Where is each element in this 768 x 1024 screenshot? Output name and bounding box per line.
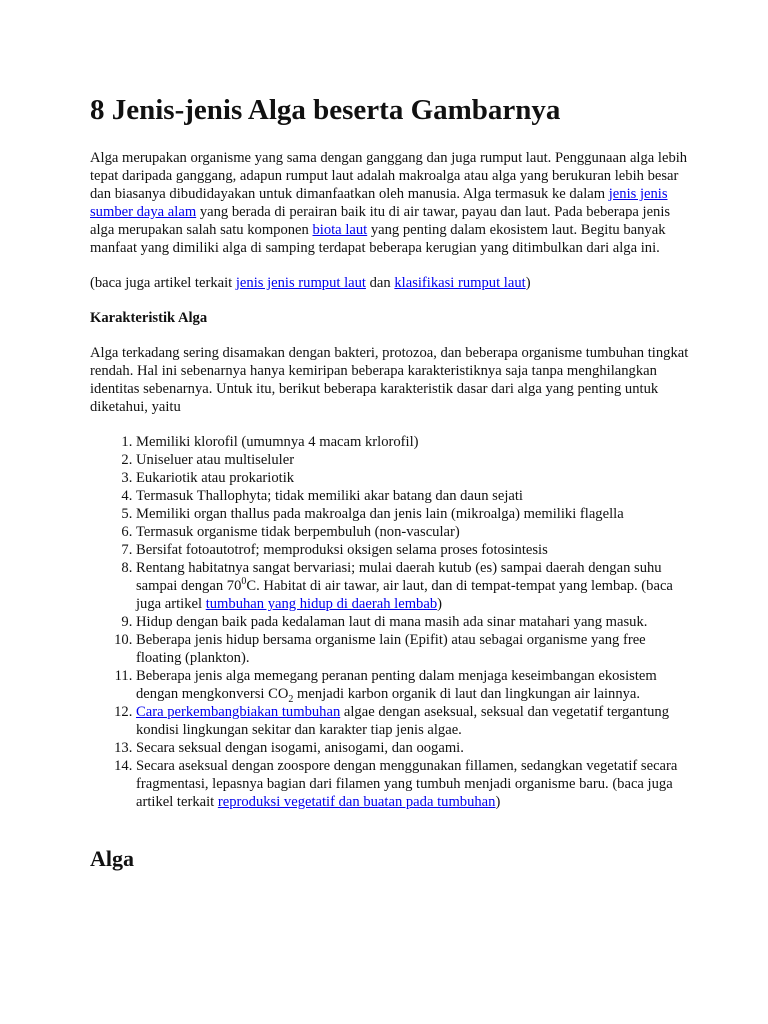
link-reproduksi-vegetatif[interactable]: reproduksi vegetatif dan buatan pada tumbuhan xyxy=(217,794,496,810)
list-item: 6. Termasuk organisme tidak berpembuluh (non-vascular) xyxy=(136,523,690,541)
see-also-text-1: (baca juga artikel terkait xyxy=(90,275,236,291)
list-item: 7. Bersifat fotoautotrof; memproduksi oksigen selama proses fotosintesis xyxy=(136,541,690,559)
list-item xyxy=(136,703,690,739)
list-item: 10. Beberapa jenis hidup bersama organisme lain (Epifit) atau sebagai organisme yang free floating (plankton). xyxy=(136,631,690,667)
list-item: 2. Uniseluer atau multiseluler xyxy=(136,451,690,469)
item-12-text: algae dengan aseksual, seksual dan vegetatif tergantung kondisi lingkungan sekitar dan karakter tiap jenis algae. xyxy=(136,704,670,738)
list-item xyxy=(136,559,690,613)
item-11-text-1: Beberapa jenis alga memegang peranan penting dalam menjaga keseimbangan ekosistem dengan mengkonversi CO xyxy=(136,668,657,702)
item-8-text-3: ) xyxy=(437,596,442,612)
link-sumber-daya-alam[interactable]: jenis jenis sumber daya alam xyxy=(90,186,668,220)
item-14-text-1: Secara aseksual dengan zoospore dengan menggunakan fillamen, sedangkan vegetatif secara fragmentasi, lepasnya bagian dari filamen yang tumbuh menjadi organisme baru. (baca juga artikel terkait xyxy=(136,758,678,810)
item-8-text-1: Rentang habitatnya sangat bervariasi; mulai daerah kutub (es) sampai daerah dengan suhu sampai dengan 70 xyxy=(136,560,662,594)
see-also-text-2: dan xyxy=(365,275,395,291)
section-heading-alga: Alga xyxy=(90,846,134,871)
degree-superscript: 0 xyxy=(241,576,247,588)
list-item: 9. Hidup dengan baik pada kedalaman laut di mana masih ada sinar matahari yang masuk. xyxy=(136,613,690,631)
list-item: 13. Secara seksual dengan isogami, anisogami, dan oogami. xyxy=(136,739,690,757)
item-11-text-2: menjadi karbon organik di laut dan lingkungan air lainnya. xyxy=(293,686,641,702)
list-item xyxy=(136,667,690,703)
link-jenis-rumput-laut[interactable]: jenis jenis rumput laut xyxy=(235,275,366,291)
item-14-text-2: ) xyxy=(495,794,501,810)
page-title: 8 Jenis-jenis Alga beserta Gambarnya xyxy=(90,94,561,126)
subheading-karakteristik: Karakteristik Alga xyxy=(90,310,208,326)
characteristics-list xyxy=(90,433,690,811)
list-item xyxy=(136,757,690,811)
item-8-text-2: C. Habitat di air tawar, air laut, dan di tempat-tempat yang lembap. (baca juga artikel xyxy=(136,578,673,612)
list-item: 5. Memiliki organ thallus pada makroalga dan jenis lain (mikroalga) memiliki flagella xyxy=(136,505,690,523)
list-item: 3. Eukariotik atau prokariotik xyxy=(136,469,690,487)
link-klasifikasi-rumput-laut[interactable]: klasifikasi rumput laut xyxy=(394,275,526,291)
see-also-paragraph xyxy=(90,274,690,292)
link-tumbuhan-daerah-lembab[interactable]: tumbuhan yang hidup di daerah lembab xyxy=(205,596,438,612)
characteristics-intro: Alga terkadang sering disamakan dengan bakteri, protozoa, dan beberapa organisme tumbuhan tingkat rendah. Hal ini sebenarnya hanya kemiripan beberapa karakteristiknya saja tanpa menghilangkan identitas sebenarnya. Untuk itu, berikut beberapa karakteristik dasar dari alga yang penting untuk diketahui, yaitu xyxy=(90,345,689,415)
intro-text-1: Alga merupakan organisme yang sama dengan ganggang dan juga rumput laut. Penggunaan alga lebih tepat daripada ganggang, adapun rumput laut adalah makroalga atau alga yang berukuran lebih besar dan biasanya dibudidayakan untuk dimanfaatkan oleh manusia. Alga termasuk ke dalam xyxy=(90,150,688,202)
article-body xyxy=(90,149,690,811)
list-item: 1. Memiliki klorofil (umumnya 4 macam krlorofil) xyxy=(136,433,690,451)
link-cara-perkembangbiakan[interactable]: Cara perkembangbiakan tumbuhan xyxy=(136,704,341,720)
link-biota-laut[interactable]: biota laut xyxy=(312,222,368,238)
intro-paragraph xyxy=(90,149,690,257)
co2-subscript: 2 xyxy=(288,693,294,705)
intro-text-3: yang penting dalam ekosistem laut. Begitu banyak manfaat yang dimiliki alga di samping terdapat beberapa kerugian yang ditimbulkan dari alga ini. xyxy=(90,222,666,256)
list-item: 4. Termasuk Thallophyta; tidak memiliki akar batang dan daun sejati xyxy=(136,487,690,505)
see-also-text-3: ) xyxy=(525,275,531,291)
intro-text-2: yang berada di perairan baik itu di air tawar, payau dan laut. Pada beberapa jenis alga merupakan salah satu komponen xyxy=(90,204,671,238)
